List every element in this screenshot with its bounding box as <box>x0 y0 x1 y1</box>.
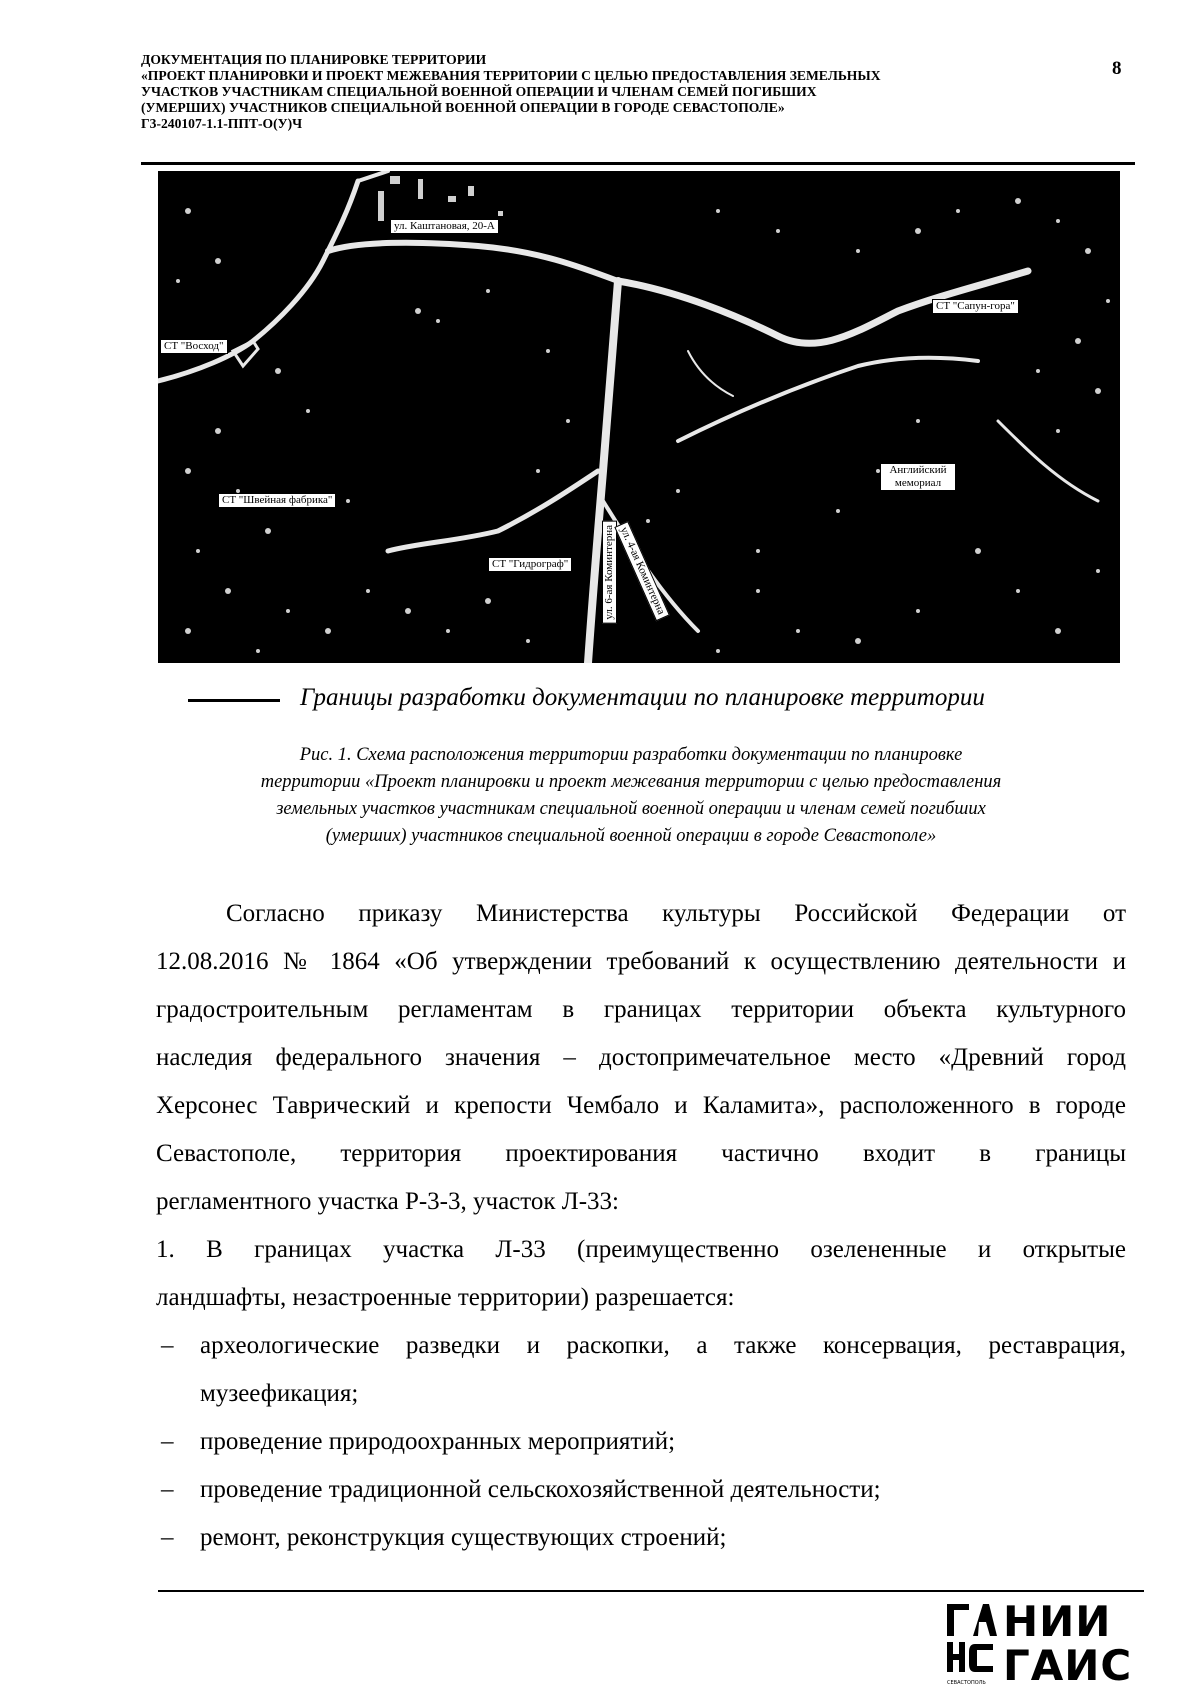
text-line: Херсонес Таврический и крепости Чембало и Каламита», расположенного в городе <box>156 1092 1126 1119</box>
map-label-sapun-gora: СТ "Сапун-гора" <box>932 299 1019 314</box>
logo-text-nii: НИИ <box>1003 1597 1112 1646</box>
bullet-item <box>156 1418 1126 1466</box>
bullet-text: музеефикация; <box>200 1380 359 1407</box>
bullet-dash: – <box>161 1428 174 1455</box>
figure-caption <box>150 742 1112 850</box>
text-line: ландшафты, незастроенные территории) разрешается: <box>156 1284 735 1311</box>
map-label-gidrograf: СТ "Гидрограф" <box>488 557 572 572</box>
map-label-kashtanovaya: ул. Каштановая, 20-А <box>390 219 499 234</box>
page-number: 8 <box>1112 58 1122 79</box>
bullet-text: проведение традиционной сельскохозяйственной деятельности; <box>200 1476 881 1503</box>
bullet-text: ремонт, реконструкция существующих строений; <box>200 1524 727 1551</box>
text-line: градостроительным регламентам в границах территории объекта культурного <box>156 996 1126 1023</box>
caption-line: территории «Проект планировки и проект межевания территории с целью предоставления <box>260 772 1002 792</box>
map-legend <box>188 681 1088 721</box>
header-line: «ПРОЕКТ ПЛАНИРОВКИ И ПРОЕКТ МЕЖЕВАНИЯ ТЕРРИТОРИИ С ЦЕЛЬЮ ПРЕДОСТАВЛЕНИЯ ЗЕМЕЛЬНЫХ <box>141 68 881 83</box>
text-line: Севастополе, территория проектирования частично входит в границы <box>156 1140 1126 1167</box>
aerial-map-image <box>158 171 1120 663</box>
text-line: регламентного участка Р-3-3, участок Л-33: <box>156 1188 619 1215</box>
logo-text-gais: ГАИС <box>1003 1641 1133 1690</box>
caption-line: земельных участков участникам специальной военной операции и членам семей погибших <box>276 799 986 819</box>
bullet-dash: – <box>161 1524 174 1551</box>
company-logo <box>945 1597 1135 1692</box>
map-label-6-komintern: ул. 6-ая Коминтерна <box>602 521 617 624</box>
bullet-dash: – <box>161 1332 174 1359</box>
bullet-dash: – <box>161 1476 174 1503</box>
aerial-map <box>158 171 1120 663</box>
legend-label: Границы разработки документации по планировке территории <box>300 684 985 711</box>
caption-line: (умерших) участников специальной военной операции в городе Севастополе» <box>325 826 937 846</box>
text-line: Согласно приказу Министерства культуры Российской Федерации от <box>226 900 1126 927</box>
header-line: ДОКУМЕНТАЦИЯ ПО ПЛАНИРОВКЕ ТЕРРИТОРИИ <box>141 52 487 67</box>
footer-divider <box>158 1590 1144 1592</box>
header-divider <box>141 162 1135 165</box>
document-header <box>141 52 1101 132</box>
bullet-text: археологические разведки и раскопки, а также консервация, реставрация, <box>200 1332 1126 1359</box>
caption-line: Рис. 1. Схема расположения территории разработки документации по планировке <box>299 745 963 765</box>
map-label-english-memorial: Английский мемориал <box>880 463 956 491</box>
bullet-item <box>156 1322 1126 1418</box>
logo-caption: СЕВАСТОПОЛЬ <box>947 1680 986 1686</box>
header-line: УЧАСТКОВ УЧАСТНИКАМ СПЕЦИАЛЬНОЙ ВОЕННОЙ ОПЕРАЦИИ И ЧЛЕНАМ СЕМЕЙ ПОГИБШИХ <box>141 84 817 99</box>
header-line: (УМЕРШИХ) УЧАСТНИКОВ СПЕЦИАЛЬНОЙ ВОЕННОЙ ОПЕРАЦИИ В ГОРОДЕ СЕВАСТОПОЛЕ» <box>141 100 785 115</box>
document-code: Г3-240107-1.1-ППТ-О(У)Ч <box>141 116 303 131</box>
bullet-item <box>156 1514 1126 1562</box>
text-line: 12.08.2016 № 1864 «Об утверждении требований к осуществлению деятельности и <box>156 948 1126 975</box>
map-label-shveynaya-fabrika: СТ "Швейная фабрика" <box>218 493 336 508</box>
paragraph-regulation <box>156 890 1126 1226</box>
bullet-text: проведение природоохранных мероприятий; <box>200 1428 676 1455</box>
text-line: наследия федерального значения – достопримечательное место «Древний город <box>156 1044 1126 1071</box>
paragraph-item-1 <box>156 1226 1126 1322</box>
boundary-line-symbol <box>188 699 280 702</box>
map-label-4-komintern: ул. 4-ая Коминтерна <box>614 521 669 621</box>
bullet-item <box>156 1466 1126 1514</box>
map-label-voskhod: СТ "Восход" <box>160 339 228 354</box>
text-line: 1. В границах участка Л-33 (преимущественно озелененные и открытые <box>156 1236 1126 1263</box>
logo-mark-icon <box>945 1600 997 1680</box>
